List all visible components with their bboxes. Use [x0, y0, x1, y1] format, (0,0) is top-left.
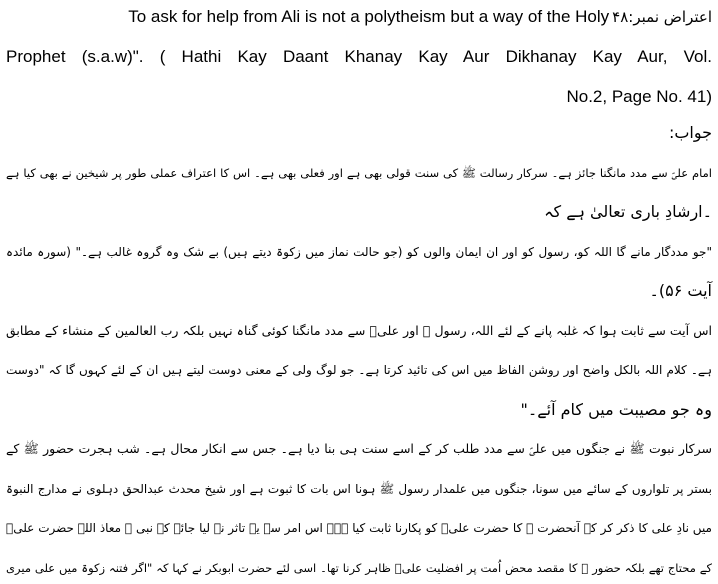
answer-label: جواب:: [668, 123, 712, 142]
answer-line: اس آیت سے ثابت ہوا کہ غلبہ پانے کے لئے اللہ، رسول ﷺ اور علیؑ سے مدد مانگنا کوئی گناہ نہیں بلکہ رب العالمین کے منشاء کے مطابق: [6, 322, 712, 338]
objection-number-label: اعتراض نمبر:۴۸: [612, 8, 712, 26]
answer-line: امام علیؑ سے مدد مانگنا جائز ہے۔ سرکار رسالت ﷺ کی سنت قولی بھی ہے اور فعلی بھی ہے۔ اس کا اعتراف عملی طور پر شیخین نے بھی کیا ہے: [6, 165, 712, 180]
answer-line: میں نادِ علی کا ذکر کر کے آنحضرت ﷺ کا حضرت علیؑ کو پکارنا ثابت کیا ہے۔ اس امر سے یہ تاثر نہ لیا جائے کہ نبی ﷺ معاذ اللہ حضرت علیؑ: [6, 521, 712, 535]
answer-line: کے محتاج تھے بلکہ حضور ﷺ کا مقصد محض اُمت پر افضلیت علیؑ ظاہر کرنا تھا۔ اسی لئے حضرت ابوبکر نے کہا کہ "اگر فتنہ زکوۃ میں علی میری: [6, 560, 712, 575]
answer-line: وہ جو مصیبت میں کام آئے۔": [520, 399, 712, 419]
answer-line: سرکار نبوت ﷺ نے جنگوں میں علیؑ سے مدد طلب کر کے اسے سنت ہی بنا دیا ہے۔ جس سے انکار محال ہے۔ شب ہجرت حضور ﷺ کے: [6, 441, 712, 456]
objection-text: To ask for help from Ali is not a polytheism but a way of the Holy: [128, 7, 610, 26]
objection-line: Prophet (s.a.w)". ( Hathi Kay Daant Khanay Kay Aur Dikhanay Kay Aur, Vol.: [6, 47, 712, 66]
objection-line: [6, 4, 712, 30]
answer-line: "جو مددگار مانے گا اللہ کو، رسول کو اور ان ایمان والوں کو (جو حالت نماز میں زکوۃ دیتے ہیں) بے شک وہ گروہ غالب ہے۔" (سورہ مائدہ: [6, 244, 712, 259]
answer-line: ۔ارشادِ باری تعالیٰ ہے کہ: [544, 202, 712, 221]
objection-line: No.2, Page No. 41): [566, 87, 712, 106]
answer-line: بستر پر تلواروں کے سائے میں سونا، جنگوں میں علمدار رسول ﷺ ہونا اس بات کا ثبوت ہے اور شیخ محدث عبدالحق دہلوی نے مدارج النبوۃ: [6, 481, 712, 496]
answer-line: ہے۔ کلام اللہ بالکل واضح اور روشن الفاظ میں اس کی تائید کرتا ہے۔ جو لوگ ولی کے معنی دوست لیتے ہیں ان کے لئے کہوں گا کہ "دوست: [6, 363, 712, 377]
answer-line: آیت ۵۶)۔: [649, 281, 712, 300]
